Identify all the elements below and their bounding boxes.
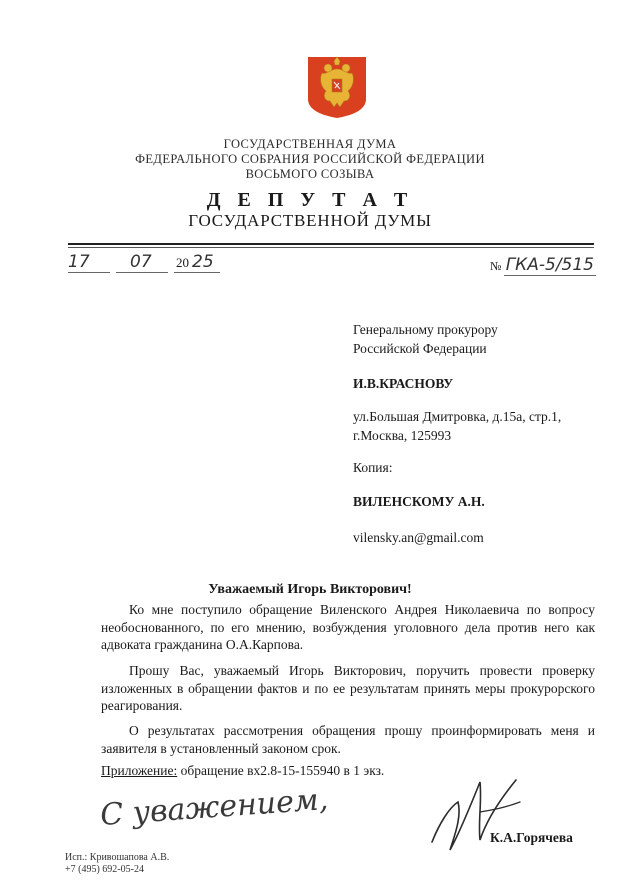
number-value: ГКА-5/515: [505, 255, 594, 275]
attachment-label: Приложение:: [101, 763, 178, 778]
executor-name: Исп.: Кривошапова А.В.: [65, 852, 170, 863]
letter-paragraph-3: О результатах рассмотрения обращения прошу проинформировать меня и заявителя в установленный законом срок.: [101, 723, 595, 756]
executor-info: [65, 852, 169, 876]
addressee-address-line1: ул.Большая Дмитровка, д.15а, стр.1,: [353, 409, 562, 424]
addressee-position-line1: Генеральному прокурору: [353, 322, 498, 337]
date-year-prefix: 20: [176, 255, 189, 270]
org-name-line3: ВОСЬМОГО СОЗЫВА: [245, 167, 375, 181]
addressee-name: И.В.КРАСНОВУ: [353, 376, 454, 391]
letter-paragraph-1: Ко мне поступило обращение Виленского Андрея Николаевича по вопросу необоснованного, по его мнению, возбуждения уголовного дела против него как адвоката гражданина О.А.Карпова.: [101, 602, 595, 652]
attachment-line: [101, 763, 384, 779]
org-name-line1: ГОСУДАРСТВЕННАЯ ДУМА: [223, 137, 397, 151]
org-name-line2: ФЕДЕРАЛЬНОГО СОБРАНИЯ РОССИЙСКОЙ ФЕДЕРАЦИИ: [135, 152, 485, 166]
copy-recipient-email: vilensky.an@gmail.com: [353, 530, 484, 545]
copy-recipient-name: ВИЛЕНСКОМУ А.Н.: [353, 494, 485, 509]
addressee-address-line2: г.Москва, 125993: [353, 428, 452, 443]
header-divider-thin: [68, 247, 594, 248]
copy-label: Копия:: [353, 460, 393, 475]
document-title: Д Е П У Т А Т: [206, 189, 414, 211]
number-sign: №: [490, 259, 502, 273]
date-year-suffix: 25: [192, 252, 214, 272]
date-month: 07: [130, 252, 152, 272]
document-subtitle: ГОСУДАРСТВЕННОЙ ДУМЫ: [188, 211, 432, 230]
addressee-position-line2: Российской Федерации: [353, 341, 487, 356]
russian-coat-of-arms-emblem: [306, 55, 368, 119]
registration-number: [490, 255, 594, 275]
handwritten-closing: С уважением,: [99, 782, 330, 833]
executor-phone: +7 (495) 692-05-24: [65, 864, 144, 875]
salutation: Уважаемый Игорь Викторович!: [208, 582, 412, 597]
signature-mark: [420, 762, 530, 862]
letter-paragraph-2: Прошу Вас, уважаемый Игорь Викторович, поручить провести проверку изложенных в обращении фактов и по ее результатам принять меры прокурорского реагирования.: [101, 663, 595, 713]
date-day: 17: [68, 252, 90, 272]
attachment-text: обращение вх2.8-15-155940 в 1 экз.: [180, 763, 385, 778]
signer-name: К.А.Горячева: [490, 830, 573, 845]
header-divider: [68, 243, 594, 245]
